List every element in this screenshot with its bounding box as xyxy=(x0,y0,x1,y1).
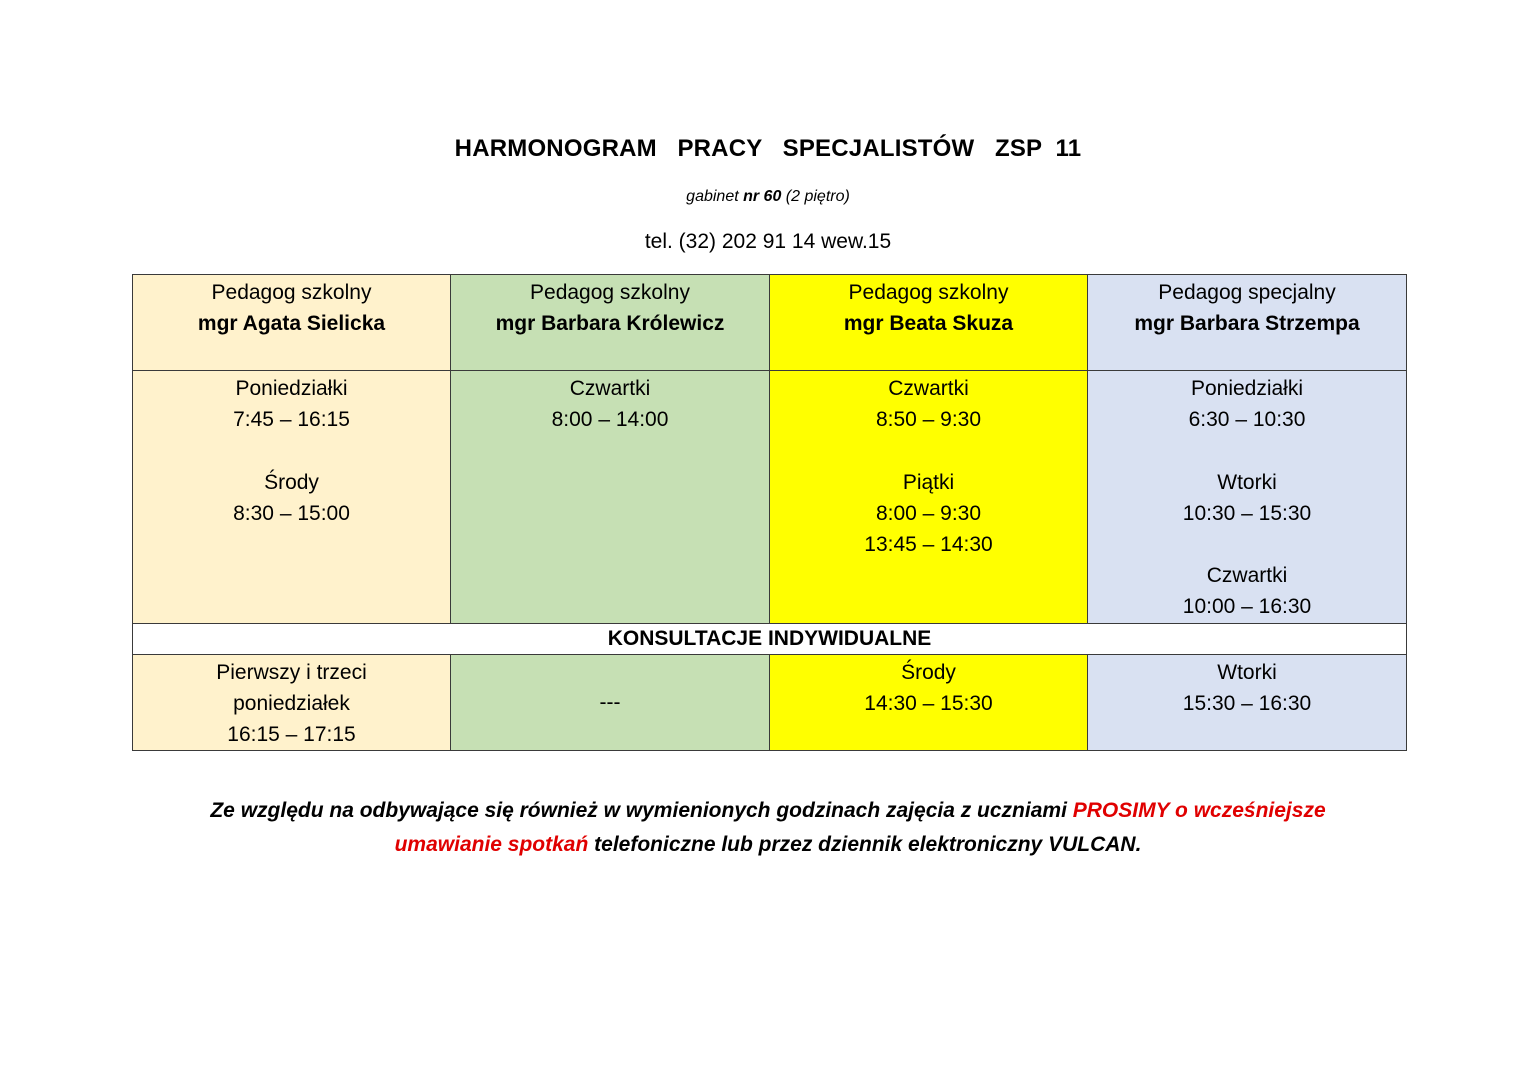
hours-day: Środy xyxy=(264,470,319,494)
hours-time: 10:00 – 16:30 xyxy=(1182,595,1312,619)
hours-time: 8:30 – 15:00 xyxy=(233,501,350,525)
consultation-line: 16:15 – 17:15 xyxy=(227,723,356,746)
room-number: nr 60 xyxy=(743,188,782,205)
hours-day: Czwartki xyxy=(888,377,969,400)
consultation-line: Środy xyxy=(901,660,956,684)
hours-day: Poniedziałki xyxy=(1190,377,1304,400)
consultation-line: 14:30 – 15:30 xyxy=(864,691,993,715)
hours-day: Czwartki xyxy=(1206,564,1288,588)
note-highlight: umawianie spotkań xyxy=(394,833,589,856)
consultation-cell-1 xyxy=(133,654,451,751)
note-text: Ze względu na odbywające się również w wymienionych godzinach zajęcia z uczniami xyxy=(210,799,1073,822)
specialist-role: Pedagog szkolny xyxy=(211,281,372,304)
room-suffix: (2 piętro) xyxy=(781,188,850,205)
hours-day: Piątki xyxy=(902,470,955,494)
appointment-note xyxy=(0,794,1536,862)
room-prefix: gabinet xyxy=(686,188,744,205)
specialist-header-1 xyxy=(133,275,451,371)
consultation-line: Pierwszy i trzeci xyxy=(216,660,367,684)
working-hours-cell-2 xyxy=(451,371,770,624)
hours-time: 7:45 – 16:15 xyxy=(233,408,350,432)
schedule-table xyxy=(132,274,1407,751)
consultation-cell-3 xyxy=(770,654,1088,751)
hours-time: 8:00 – 14:00 xyxy=(551,408,669,432)
specialist-name: mgr Barbara Strzempa xyxy=(1134,312,1360,336)
hours-time: 6:30 – 10:30 xyxy=(1188,408,1306,432)
working-hours-cell-3 xyxy=(770,371,1088,624)
consultation-line: poniedziałek xyxy=(233,691,350,715)
hours-day: Czwartki xyxy=(569,377,651,400)
room-info xyxy=(0,186,1536,208)
consultations-row xyxy=(133,654,1407,751)
hours-time: 8:50 – 9:30 xyxy=(875,408,982,432)
specialist-name: mgr Beata Skuza xyxy=(843,312,1014,336)
specialist-role: Pedagog szkolny xyxy=(848,281,1009,304)
consultation-line: --- xyxy=(599,690,621,714)
consultations-header-row xyxy=(133,623,1407,654)
hours-day: Poniedziałki xyxy=(235,377,348,400)
consultation-line: 15:30 – 16:30 xyxy=(1182,691,1312,715)
working-hours-row xyxy=(133,371,1407,624)
note-highlight: PROSIMY o wcześniejsze xyxy=(1072,799,1326,822)
working-hours-cell-1 xyxy=(133,371,451,624)
specialists-header-row xyxy=(133,275,1407,371)
working-hours-cell-4 xyxy=(1088,371,1407,624)
phone-number: tel. (32) 202 91 14 wew.15 xyxy=(644,230,892,253)
specialist-header-2 xyxy=(451,275,770,371)
specialist-name: mgr Agata Sielicka xyxy=(197,312,386,336)
hours-time: 13:45 – 14:30 xyxy=(864,533,993,556)
specialist-name: mgr Barbara Królewicz xyxy=(495,312,725,336)
specialist-header-4 xyxy=(1088,275,1407,371)
specialist-role: Pedagog szkolny xyxy=(530,281,690,304)
specialist-role: Pedagog specjalny xyxy=(1158,281,1336,304)
hours-day: Wtorki xyxy=(1217,470,1277,494)
consultation-cell-2 xyxy=(451,654,770,751)
hours-time: 10:30 – 15:30 xyxy=(1182,501,1312,525)
specialist-header-3 xyxy=(770,275,1088,371)
note-text: telefoniczne lub przez dziennik elektroniczny VULCAN. xyxy=(588,833,1142,856)
consultations-label: KONSULTACJE INDYWIDUALNE xyxy=(133,623,1407,654)
consultation-cell-4 xyxy=(1088,654,1407,751)
page-title: HARMONOGRAM PRACY SPECJALISTÓW ZSP 11 xyxy=(454,135,1082,162)
hours-time: 8:00 – 9:30 xyxy=(875,501,982,525)
consultation-line: Wtorki xyxy=(1217,660,1277,684)
